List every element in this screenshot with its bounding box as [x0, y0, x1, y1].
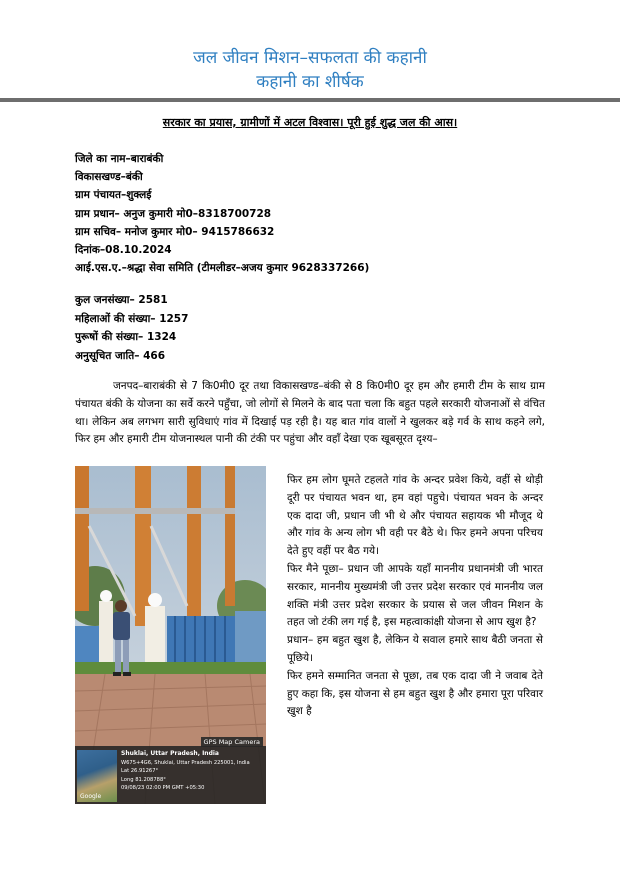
gps-map-thumbnail — [77, 750, 117, 802]
gps-longitude: Long 81.208788° — [121, 776, 166, 783]
story-paragraph: फिर हम लोग घूमते टहलते गांव के अन्दर प्रवेश किये, वहीं से थोड़ी दूरी पर पंचायत भवन था, हम वहां पहुचे। पंचायत भवन के अन्दर एक दादा जी, प्रधान जी भी थे और पंचायत सहायक भी मौजूद थे और गांव के अन्य लोग भी वही पर बैठे थे। फिर हमने अपना परिचय देते हुए वहीं पर बैठ गये। — [287, 474, 543, 558]
pradhan-line: ग्राम प्रधान– अनुज कुमारी मो0–8318700728 — [75, 207, 272, 220]
gps-location: Shuklai, Uttar Pradesh, India — [121, 750, 219, 757]
subtitle-text: सरकार का प्रयास, ग्रामीणों में अटल विश्वास। पूरी हुई शुद्ध जल की आस। — [162, 116, 458, 129]
secretary-line: ग्राम सचिव– मनोज कुमार मो0– 9415786632 — [75, 225, 275, 238]
story-heading-label: कहानी का शीर्षक — [256, 72, 364, 92]
story-subtitle — [0, 115, 620, 130]
population-stats — [75, 291, 188, 365]
gram-panchayat-line: ग्राम पंचायत–शुक्लई — [75, 189, 152, 202]
gps-latitude: Lat 26.91267° — [121, 768, 159, 774]
intro-paragraph: जनपद–बाराबंकी से 7 कि0मी0 दूर तथा विकासखण्ड–बंकी से 8 कि0मी0 दूर हम और हमारी टीम के साथ ग्राम पंचायत बंकी के योजना का सर्वे करने पहुँचा, जो लोगों से मिलने के बाद पता चला कि बहुत पहले सरकारी योजनाओं से वंचित था। लेकिन अब लगभग सारी सुविधाएं गांव में दिखाई पड़ रही है। यह बात गांव वालों ने खुलकर बड़े गर्व के साथ कहने लगे, फिर हम और हमारी टीम योजनास्थल पानी की टंकी पर पहुंचा और वहाँ देखा एक खूबसूरत दृश्य– — [75, 380, 545, 446]
village-info-block — [75, 150, 369, 277]
site-photo — [75, 466, 266, 804]
district-line: जिले का नाम–बाराबंकी — [75, 153, 164, 165]
map-attribution: Google — [80, 793, 102, 800]
story-body — [287, 472, 543, 721]
women-count: महिलाओं की संख्या– 1257 — [75, 312, 189, 325]
divider-rule — [0, 98, 620, 102]
gps-datetime: 09/08/23 02:00 PM GMT +05:30 — [121, 785, 205, 791]
men-count: पुरूषों की संख्या– 1324 — [75, 331, 177, 343]
isa-line: आई.एस.ए.–श्रद्धा सेवा समिति (टीमलीडर–अजय कुमार 9628337266) — [75, 262, 370, 275]
scheduled-caste-count: अनुसूचित जाति– 466 — [75, 349, 166, 362]
gps-camera-label: GPS Map Camera — [201, 737, 263, 747]
gps-address: W675+4G6, Shuklai, Uttar Pradesh 225001, India — [121, 759, 250, 766]
story-paragraph: फिर हमने सम्मानित जनता से पूछा, तब एक दादा जी ने जवाब देते हुए कहा कि, इस योजना से हम बहुत खुश है और हमारा पूरा परिवार खुश है — [287, 669, 543, 718]
story-title: जल जीवन मिशन–सफलता की कहानी — [193, 48, 427, 68]
gps-overlay — [75, 738, 266, 804]
block-line: विकासखण्ड–बंकी — [75, 171, 143, 184]
date-line: दिनांक–08.10.2024 — [75, 243, 172, 256]
story-paragraph: फिर मैने पूछा– प्रधान जी आपके यहाँ माननीय प्रधानमंत्री जी भारत सरकार, माननीय मुख्यमंत्री जी उत्तर प्रदेश सरकार एवं माननीय जल शक्ति मंत्री उत्तर प्रदेश सरकार के प्रयास से जल जीवन मिशन के तहत जो टंकी लग गई है, इस महत्वाकांक्षी योजना से आप खुश है? — [287, 562, 543, 629]
gps-details — [121, 750, 250, 793]
story-paragraph: प्रधान– हम बहुत खुश है, लेकिन ये सवाल हमारे साथ बैठी जनता से पूछिये। — [287, 634, 543, 664]
total-population: कुल जनसंख्या– 2581 — [75, 294, 168, 306]
